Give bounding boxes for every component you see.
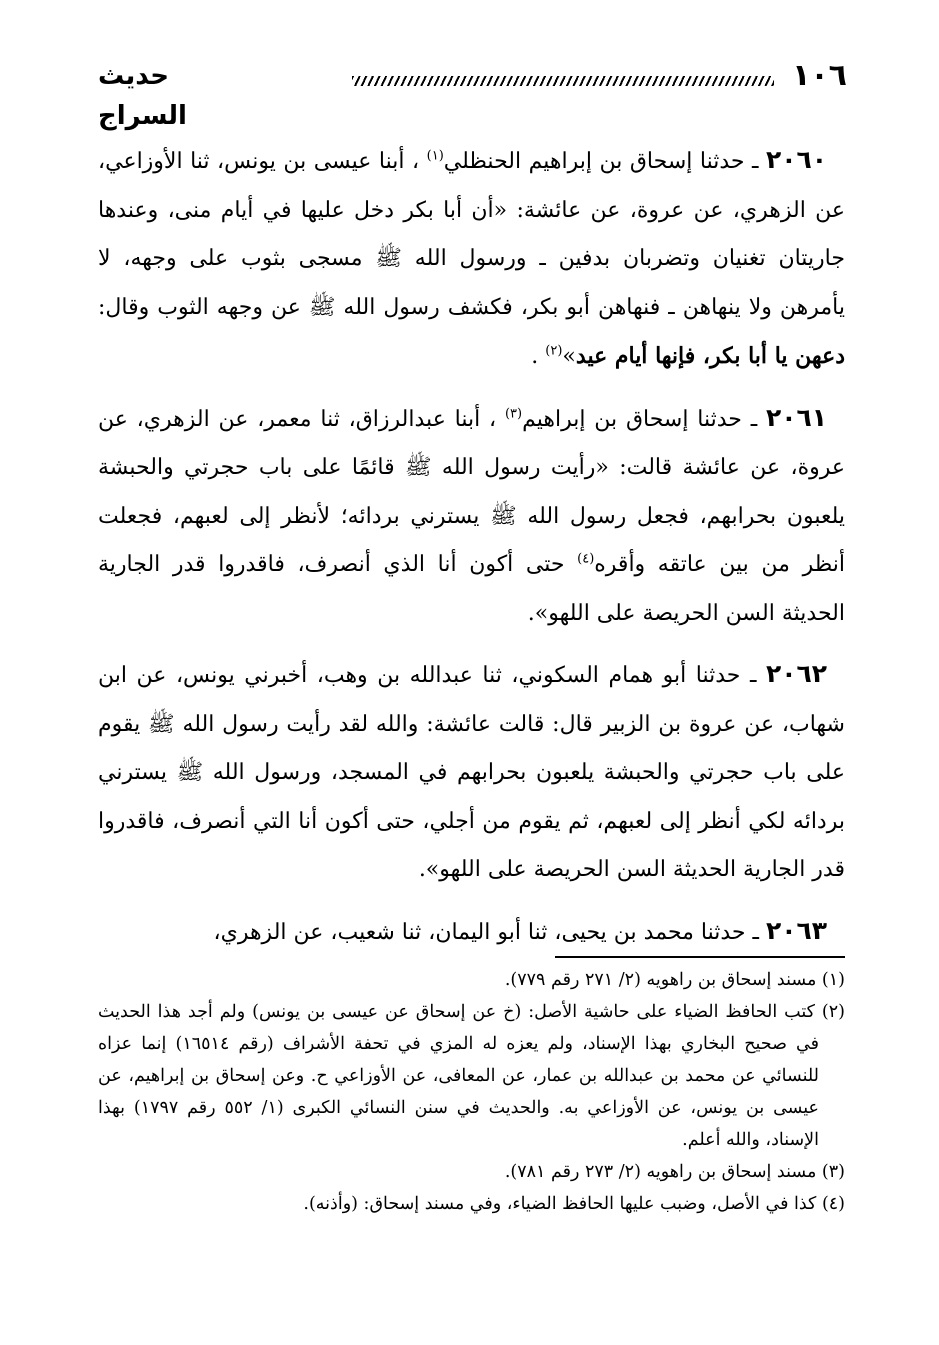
header-decorative-rule	[352, 76, 774, 86]
hadith-text: ـ حدثنا محمد بن يحيى، ثنا أبو اليمان، ثنا شعيب، عن الزهري،	[213, 919, 766, 945]
footnote-4: (٤) كذا في الأصل، وضبب عليها الحافظ الضياء، وفي مسند إسحاق: (وأذنه).	[303, 1194, 845, 1214]
footnote-3: (٣) مسند إسحاق بن راهويه (٢/ ٢٧٣ رقم ٧٨١).	[504, 1162, 845, 1182]
hadith-text: ، أبنا عبدالرزاق، ثنا معمر، عن الزهري، عن عروة، عن عائشة قالت: «رأيت رسول الله ﷺ قائمًا على باب حجرتي والحبشة يلعبون بحرابهم، فجعل رسول الله ﷺ يسترني بردائه؛ لأنظر إلى لعبهم، فجعلت أنظر من بين عاتقه وأقره	[98, 406, 845, 577]
hadith-text: ، أبنا عيسى بن يونس، ثنا الأوزاعي، عن الزهري، عن عروة، عن عائشة: «أن أبا بكر دخل عليها في أيام منى، وعندها جاريتان تغنيان وتضربان بدفين ـ ورسول الله ﷺ مسجى بثوب على وجهه، لا يأمرهن ولا ينهاهن ـ فنهاهن أبو بكر، فكشف رسول الله ﷺ عن وجهه الثوب وقال:	[98, 149, 845, 320]
hadith-quote-bold: دعهن يا أبا بكر، فإنها أيام عيد	[575, 343, 845, 369]
footnote-2: (٢) كتب الحافظ الضياء على حاشية الأصل: (خ عن إسحاق عن عيسى بن يونس) ولم أجد هذا الحديث في صحيح البخاري بهذا الإسناد، ولم يعزه له المزي في تحفة الأشراف (رقم ١٦٥١٤) إنما عزاه للنسائي عن محمد بن عبدالله بن عمار، عن المعافى، عن الأوزاعي ح. وعن إسحاق بن إبراهيم، عن عيسى بن يونس، عن الأوزاعي به. والحديث في سنن النسائي الكبرى (١/ ٥٥٢ رقم ١٧٩٧) بهذا الإسناد، والله أعلم.	[98, 1002, 845, 1150]
page-number: ١٠٦	[792, 58, 847, 93]
hadith-2063	[98, 907, 845, 958]
hadith-text: »	[562, 344, 576, 369]
footnote-ref[interactable]: (١)	[426, 148, 444, 164]
hadith-2061	[98, 394, 845, 639]
footnote-1: (١) مسند إسحاق بن راهويه (٢/ ٢٧١ رقم ٧٧٩).	[504, 970, 845, 990]
hadith-2062	[98, 650, 845, 895]
hadith-number: ٢٠٦٢	[765, 659, 827, 688]
hadith-number: ٢٠٦٣	[765, 915, 827, 945]
hadith-text: ـ حدثنا إسحاق بن إبراهيم الحنظلي	[443, 149, 766, 174]
hadith-text: ـ حدثنا إسحاق بن إبراهيم	[522, 406, 766, 432]
hadith-number: ٢٠٦٠	[765, 145, 827, 174]
footnote-ref[interactable]: (٣)	[504, 406, 523, 422]
hadith-number: ٢٠٦١	[765, 402, 827, 432]
hadith-text: حتى أكون أنا الذي أنصرف، فاقدروا قدر الجارية الحديثة السن الحريصة على اللهو».	[98, 552, 845, 626]
footnote-ref[interactable]: (٢)	[545, 343, 563, 359]
main-text	[98, 136, 845, 969]
footnote-ref[interactable]: (٤)	[577, 551, 595, 567]
footnote-separator	[555, 956, 845, 958]
running-book-title: حديث السراج	[98, 61, 187, 131]
hadith-text: ـ حدثنا أبو همام السكوني، ثنا عبدالله بن وهب، أخبرني يونس، عن ابن شهاب، عن عروة بن الزبير قال: قالت عائشة: والله لقد رأيت رسول الله ﷺ يقوم على باب حجرتي والحبشة يلعبون بحرابهم في المسجد، ورسول الله ﷺ يسترني بردائه لكي أنظر إلى لعبهم، ثم يقوم من أجلي، حتى أكون أنا التي أنصرف، فاقدروا قدر الجارية الحديثة السن الحريصة على اللهو».	[98, 663, 845, 882]
hadith-2060	[98, 136, 845, 382]
hadith-text: .	[531, 344, 546, 369]
footnotes	[98, 964, 845, 1220]
